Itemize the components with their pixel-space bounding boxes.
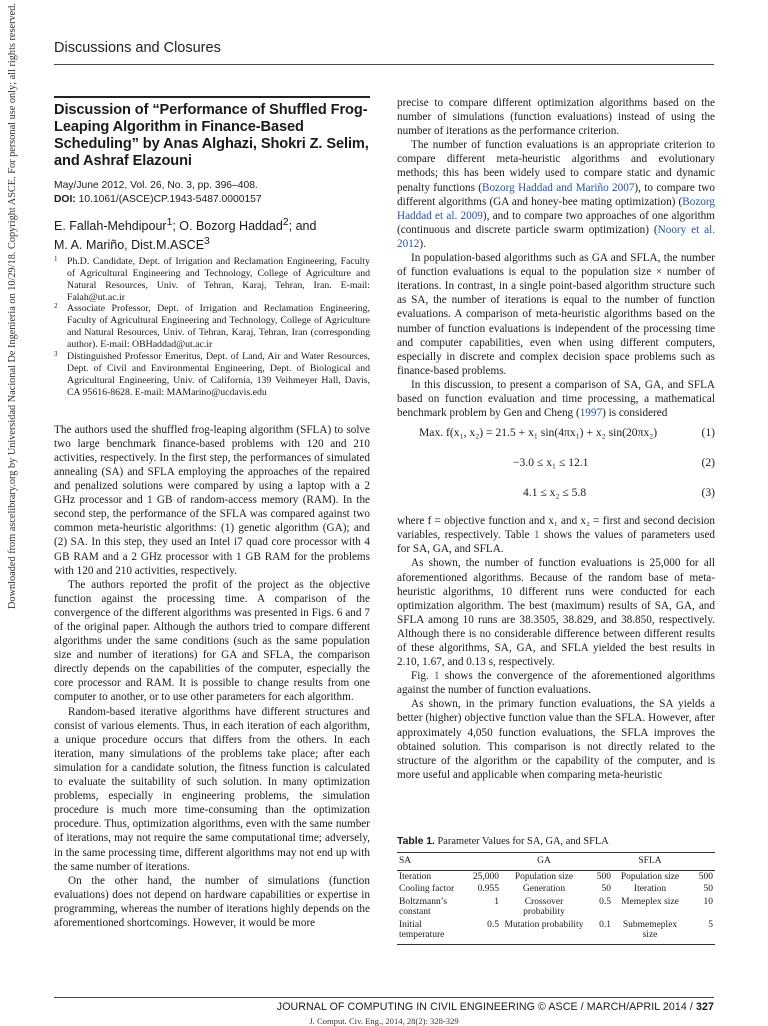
table-cell: 0.955 (477, 884, 499, 894)
footer-rule (54, 997, 714, 998)
article-title: Discussion of “Performance of Shuffled Frog-Leaping Algorithm in Finance-Based Scheduling” by Anas Alghazi, Shokri Z. Selim, and Ashraf Elazouni (54, 101, 369, 169)
table-cell: 500 (698, 871, 713, 882)
citation-footer: J. Comput. Civ. Eng., 2014, 28(2): 328-329 (309, 1016, 459, 1026)
header-ga: GA (501, 853, 587, 871)
body-paragraph-5: precise to compare different optimization algorithms based on the number of simulations (function evaluations) instead of using the number of iterations as the performance criterion. (397, 97, 715, 138)
table-caption (397, 836, 715, 847)
table-cell: 0.5 (599, 896, 611, 907)
table-cell: 0.1 (587, 919, 613, 945)
figure-1-link[interactable]: 1 (433, 670, 440, 683)
page-number: 327 (696, 1001, 714, 1013)
equation-2-number: (2) (701, 456, 715, 470)
header-rule (54, 64, 714, 65)
p9-text-a: where f = objective function and x₁ and x₂ = first and second decision variables, respectively. Table (397, 515, 715, 542)
author-2: ; O. Bozorg Haddad (172, 218, 283, 233)
table-cell: 50 (703, 884, 713, 894)
body-paragraph-1: The authors used the shuffled frog-leaping algorithm (SFLA) to solve two large benchmark finance-based problems with 120 and 210 activities, respectively. In the first step, the performances of simulated annealing (SA) and SFLA employing the approaches of the repaired and penalized solutions were compared by using a laptop with a 2 GHz processor and 1 GB of random-access memory (RAM). In the second step, the performance of the SFLA was compared against two common meta-heuristic algorithms: (1) genetic algorithm (GA); and (2) SA. In this step, they used an Intel i7 quad core processor with 4 GB RAM and a 2 GHz processor with 1 GB RAM for the problems with 120 and 210 activities, respectively. (54, 423, 370, 577)
p6-text-b: ), to compare two different algorithms (GA and honey-bee mating optimization) ( (397, 181, 715, 208)
article-doi (54, 193, 370, 207)
equation-3 (397, 480, 715, 510)
table-cell: 0.5 (467, 919, 501, 945)
section-header: Discussions and Closures (54, 40, 221, 56)
equation-2 (397, 450, 715, 480)
table-cell: 25,000 (472, 871, 499, 882)
body-paragraph-12: As shown, in the primary function evaluations, the SA yields a better (higher) objective function value than the SFLA. However, after approximately 4,050 function evaluations, the SFLA improves the obtained solution. This comparison is not directly related to the structure of the algorithm or the capability of the computer, and is more useful and applicable when comparing meta-heuristic (397, 698, 715, 781)
equation-3-text: 4.1 ≤ x₂ ≤ 5.8 (523, 486, 587, 500)
table-cell: Crossover probability (523, 896, 565, 917)
author-list (54, 215, 370, 253)
table-cell: Initial temperature (397, 919, 467, 945)
author-3-sup: 3 (204, 235, 210, 247)
p6-text-d: ). (419, 237, 426, 250)
reference-link-noory-2012[interactable]: Noory et al. 2012 (397, 223, 716, 250)
affiliation-1-text: Ph.D. Candidate, Dept. of Irrigation and Reclamation Engineering, Faculty of Agricultural Engineering and Technology, College of Agriculture and Natural Resources, Univ. of Tehran, Karaj, Tehran, Iran. E-mail: Falah@ut.ac.ir (67, 255, 370, 303)
affiliation-3 (54, 351, 370, 399)
table-cell: 1 (494, 896, 499, 907)
table-header-row (397, 853, 715, 871)
journal-footer-text: JOURNAL OF COMPUTING IN CIVIL ENGINEERING © ASCE / MARCH/APRIL 2014 / (276, 1001, 697, 1013)
body-paragraph-7: In population-based algorithms such as GA and SFLA, the number of function evaluations is equal to the population size × number of iterations. In contrast, in a single point-based algorithm structure such as SA, the number of iterations is equal to the number of function evaluations. A comparison of meta-heuristic algorithms based on the number of function evaluations is independent of the processing time and computer capabilities, even when using different computers, especially in discrete and complex decision space problems such as finance-based problems. (397, 252, 715, 377)
table-cell: 5 (687, 919, 715, 945)
p9-text-b: shows the values of parameters used for SA, GA, and SFLA. (397, 529, 715, 556)
table-cell: Mutation probability (501, 919, 587, 945)
author-2-sup: 2 (282, 216, 289, 228)
body-paragraph-2: The authors reported the profit of the project as the objective function against the processing time. A comparison of the convergence of the different algorithms was presented in Figs. 6 and 7 of the original paper. Although the authors tried to compare different algorithms under the same conditions (such as the same population size and number of iterations) for GA and SFLA, the comparison directly depends on the capabilities of the computer, especially the core processor and RAM. It is possible to change results from one computer to another, or to use other parameters for each algorithm. (54, 578, 370, 704)
journal-footer (277, 1001, 714, 1013)
body-paragraph-3: Random-based iterative algorithms have different structures and consist of various elements. Thus, in each iteration of each algorithm, a unique procedure occurs that differs from the others. In each iteration, many simulations of the problems take place; after each simulation for a candidate solution, the fitness function is calculated to evaluate the suitability of such solution. In many optimization problems, especially in engineering problems, the simulation procedure is much more time-consuming than the optimization procedure. Thus, optimization algorithms, even with the same number of iterations, may not require the same computational time; adversely, in the same processing time, different algorithms may not end up with the same number of iterations. (54, 705, 370, 873)
p6-text-c: ), and to compare two approaches of one algorithm (continuous and discrete particle swarm optimization) ( (397, 209, 715, 236)
body-paragraph-10: As shown, the number of function evaluations is 25,000 for all aforementioned algorithms. Because of the random base of meta-heuristic algorithms, 10 different runs were conducted for each optimization algorithm. The best (maximum) results of SA, GA, and SFLA among 10 runs are 38.3505, 38.829, and 38.850, respectively. Although there is no considerable difference between different results of these algorithms, SA, GA, and SFLA yielded the best results in 2.10, 1.67, and 0.13 s, respectively. (397, 557, 715, 669)
affiliation-3-text: Distinguished Professor Emeritus, Dept. of Land, Air and Water Resources, Dept. of Civil and Environmental Engineering, Dept. of Biological and Agricultural Engineering, Univ. of California, 139 Veihmeyer Hall, Davis, CA 95616-8628. E-mail: MAMarino@ucdavis.edu (67, 351, 370, 398)
table-cell: Cooling factor (399, 884, 455, 894)
title-rule (54, 96, 370, 98)
table-cell: Boltzmann’s constant (399, 896, 448, 917)
table-caption-text: Parameter Values for SA, GA, and SFLA (434, 836, 609, 847)
body-paragraph-9 (397, 514, 715, 556)
affiliation-1 (54, 256, 370, 304)
p8-text-a: In this discussion, to present a comparison of SA, GA, and SFLA based on function evaluation and time processing, a mathematical benchmark problem by Gen and Cheng ( (397, 378, 715, 420)
equation-2-text: −3.0 ≤ x₁ ≤ 12.1 (513, 456, 589, 470)
table-cell: 10 (703, 896, 713, 907)
doi-value[interactable]: 10.1061/(ASCE)CP.1943-5487.0000157 (78, 193, 262, 205)
download-side-note: Downloaded from ascelibrary.org by Universidad Nacional De Ingenieria on 10/29/18. Copyright ASCE. For personal use only; all rights reserved. (7, 3, 18, 609)
parameter-table (397, 852, 715, 945)
header-blank-1 (467, 853, 501, 871)
equation-1-text: Max. f(x₁, x₂) = 21.5 + x₁ sin(4πx₁) + x₂ sin(20πx₂) (419, 426, 658, 440)
body-paragraph-8 (397, 378, 715, 420)
body-paragraph-6 (397, 138, 715, 251)
body-paragraph-11 (397, 669, 715, 697)
p6-text-a: The number of function evaluations is an appropriate criterion to compare different meta-heuristic algorithms and evolutionary methods; this has been widely used to compare static and dynamic penalty functions ( (397, 139, 715, 194)
article-citation: May/June 2012, Vol. 26, No. 3, pp. 396–408. (54, 179, 258, 191)
table-row (397, 870, 715, 883)
body-paragraph-4: On the other hand, the number of simulations (function evaluations) does not depend on hardware capabilities or expertise in programming, whereas the number of iterations highly depends on the aforementioned shortcomings. However, it would be more (54, 874, 370, 929)
author-join: ; and (288, 218, 317, 233)
table-cell: 500 (596, 871, 611, 882)
affiliation-2 (54, 303, 370, 351)
p11-text-b: shows the convergence of the aforementioned algorithms against the number of function evaluations. (397, 670, 715, 697)
parameter-table-block (397, 836, 715, 945)
table-1-link[interactable]: 1 (533, 529, 540, 542)
equation-1 (397, 420, 715, 450)
equation-3-number: (3) (701, 486, 715, 500)
header-blank-2 (587, 853, 613, 871)
table-cell: Memeplex size (621, 896, 679, 907)
table-row (397, 919, 715, 945)
header-sfla: SFLA (613, 853, 687, 871)
affiliation-2-num: 2 (54, 302, 58, 311)
affiliation-2-text: Associate Professor, Dept. of Irrigation and Reclamation Engineering, Faculty of Agricultural Engineering and Technology, College of Agriculture and Natural Resources, Univ. of Tehran, Karaj, Tehran, Iran (corresponding author). E-mail: OBHaddad@ut.ac.ir (67, 303, 370, 351)
table-cell: Generation (522, 884, 566, 894)
reference-link-bozorg-2007[interactable]: Bozorg Haddad and Mariño 2007 (482, 181, 635, 194)
table-cell: Iteration (633, 884, 667, 894)
table-row (397, 896, 715, 919)
author-3: M. A. Mariño, Dist.M.ASCE (54, 237, 205, 252)
header-blank-3 (687, 853, 715, 871)
affiliation-3-num: 3 (54, 350, 58, 359)
table-label: Table 1. (397, 836, 435, 847)
p8-text-b: ) is considered (602, 407, 668, 420)
table-cell: 50 (601, 884, 611, 894)
reference-link-bozorg-2009[interactable]: Bozorg Haddad et al. 2009 (397, 195, 715, 222)
equation-1-number: (1) (701, 426, 715, 440)
doi-label: DOI: (54, 193, 76, 205)
affiliation-1-num: 1 (54, 254, 58, 263)
author-1-sup: 1 (166, 216, 173, 228)
author-1: E. Fallah-Mehdipour (54, 218, 167, 233)
table-cell: Population size (620, 871, 680, 882)
table-cell: Population size (514, 871, 574, 882)
table-row (397, 883, 715, 896)
left-column (54, 96, 370, 930)
header-sa: SA (397, 853, 467, 871)
reference-link-gen-cheng-1997[interactable]: 1997 (579, 407, 603, 420)
table-cell: Submemeplex size (613, 919, 687, 945)
table-cell: Iteration (399, 871, 432, 882)
p11-text-a: Fig. (411, 670, 434, 683)
right-column (397, 96, 715, 782)
